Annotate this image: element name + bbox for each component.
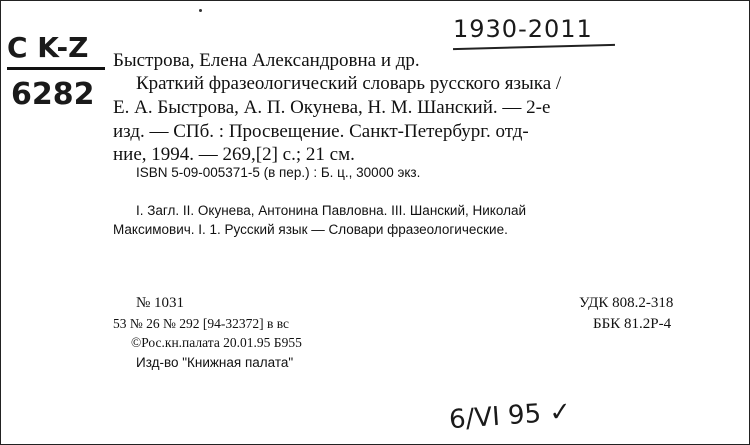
- title-line-1: Краткий фразеологический словарь русского языка /: [136, 73, 562, 94]
- handwritten-shelf-bottom: 6282: [11, 77, 95, 112]
- tracing-line-1: I. Загл. II. Окунева, Антонина Павловна. III. Шанский, Николай: [136, 203, 526, 218]
- bbk-code: ББК 81.2Р-4: [593, 316, 672, 332]
- handwritten-years: 1930-2011: [453, 15, 593, 43]
- handwritten-years-underline: [453, 44, 615, 50]
- print-line: 53 № 26 № 292 [94-32372] в вс: [113, 316, 290, 331]
- publisher-line: Изд-во "Книжная палата": [136, 355, 294, 370]
- tracing-line-2: Максимович. I. 1. Русский язык — Словари фразеологические.: [113, 222, 508, 237]
- title-line-2: Е. А. Быстрова, А. П. Окунева, Н. М. Шанский. — 2-е: [113, 97, 551, 118]
- punch-hole: [199, 9, 202, 12]
- title-line-3: изд. — СПб. : Просвещение. Санкт-Петербург. отд-: [113, 121, 529, 142]
- udk-code: УДК 808.2-318: [579, 295, 674, 311]
- card-number: № 1031: [136, 295, 185, 311]
- handwritten-shelf-top: C K-Z: [7, 31, 89, 64]
- shelf-underline: [7, 67, 105, 70]
- isbn-line: ISBN 5-09-005371-5 (в пер.) : Б. ц., 30000 экз.: [136, 165, 421, 180]
- book-chamber-line: ©Рос.кн.палата 20.01.95 Б955: [131, 335, 302, 350]
- handwritten-date-note: 6/VI 95 ✓: [448, 396, 573, 436]
- author-heading: Быстрова, Елена Александровна и др.: [113, 50, 420, 71]
- title-line-4: ние, 1994. — 269,[2] с.; 21 см.: [113, 144, 355, 165]
